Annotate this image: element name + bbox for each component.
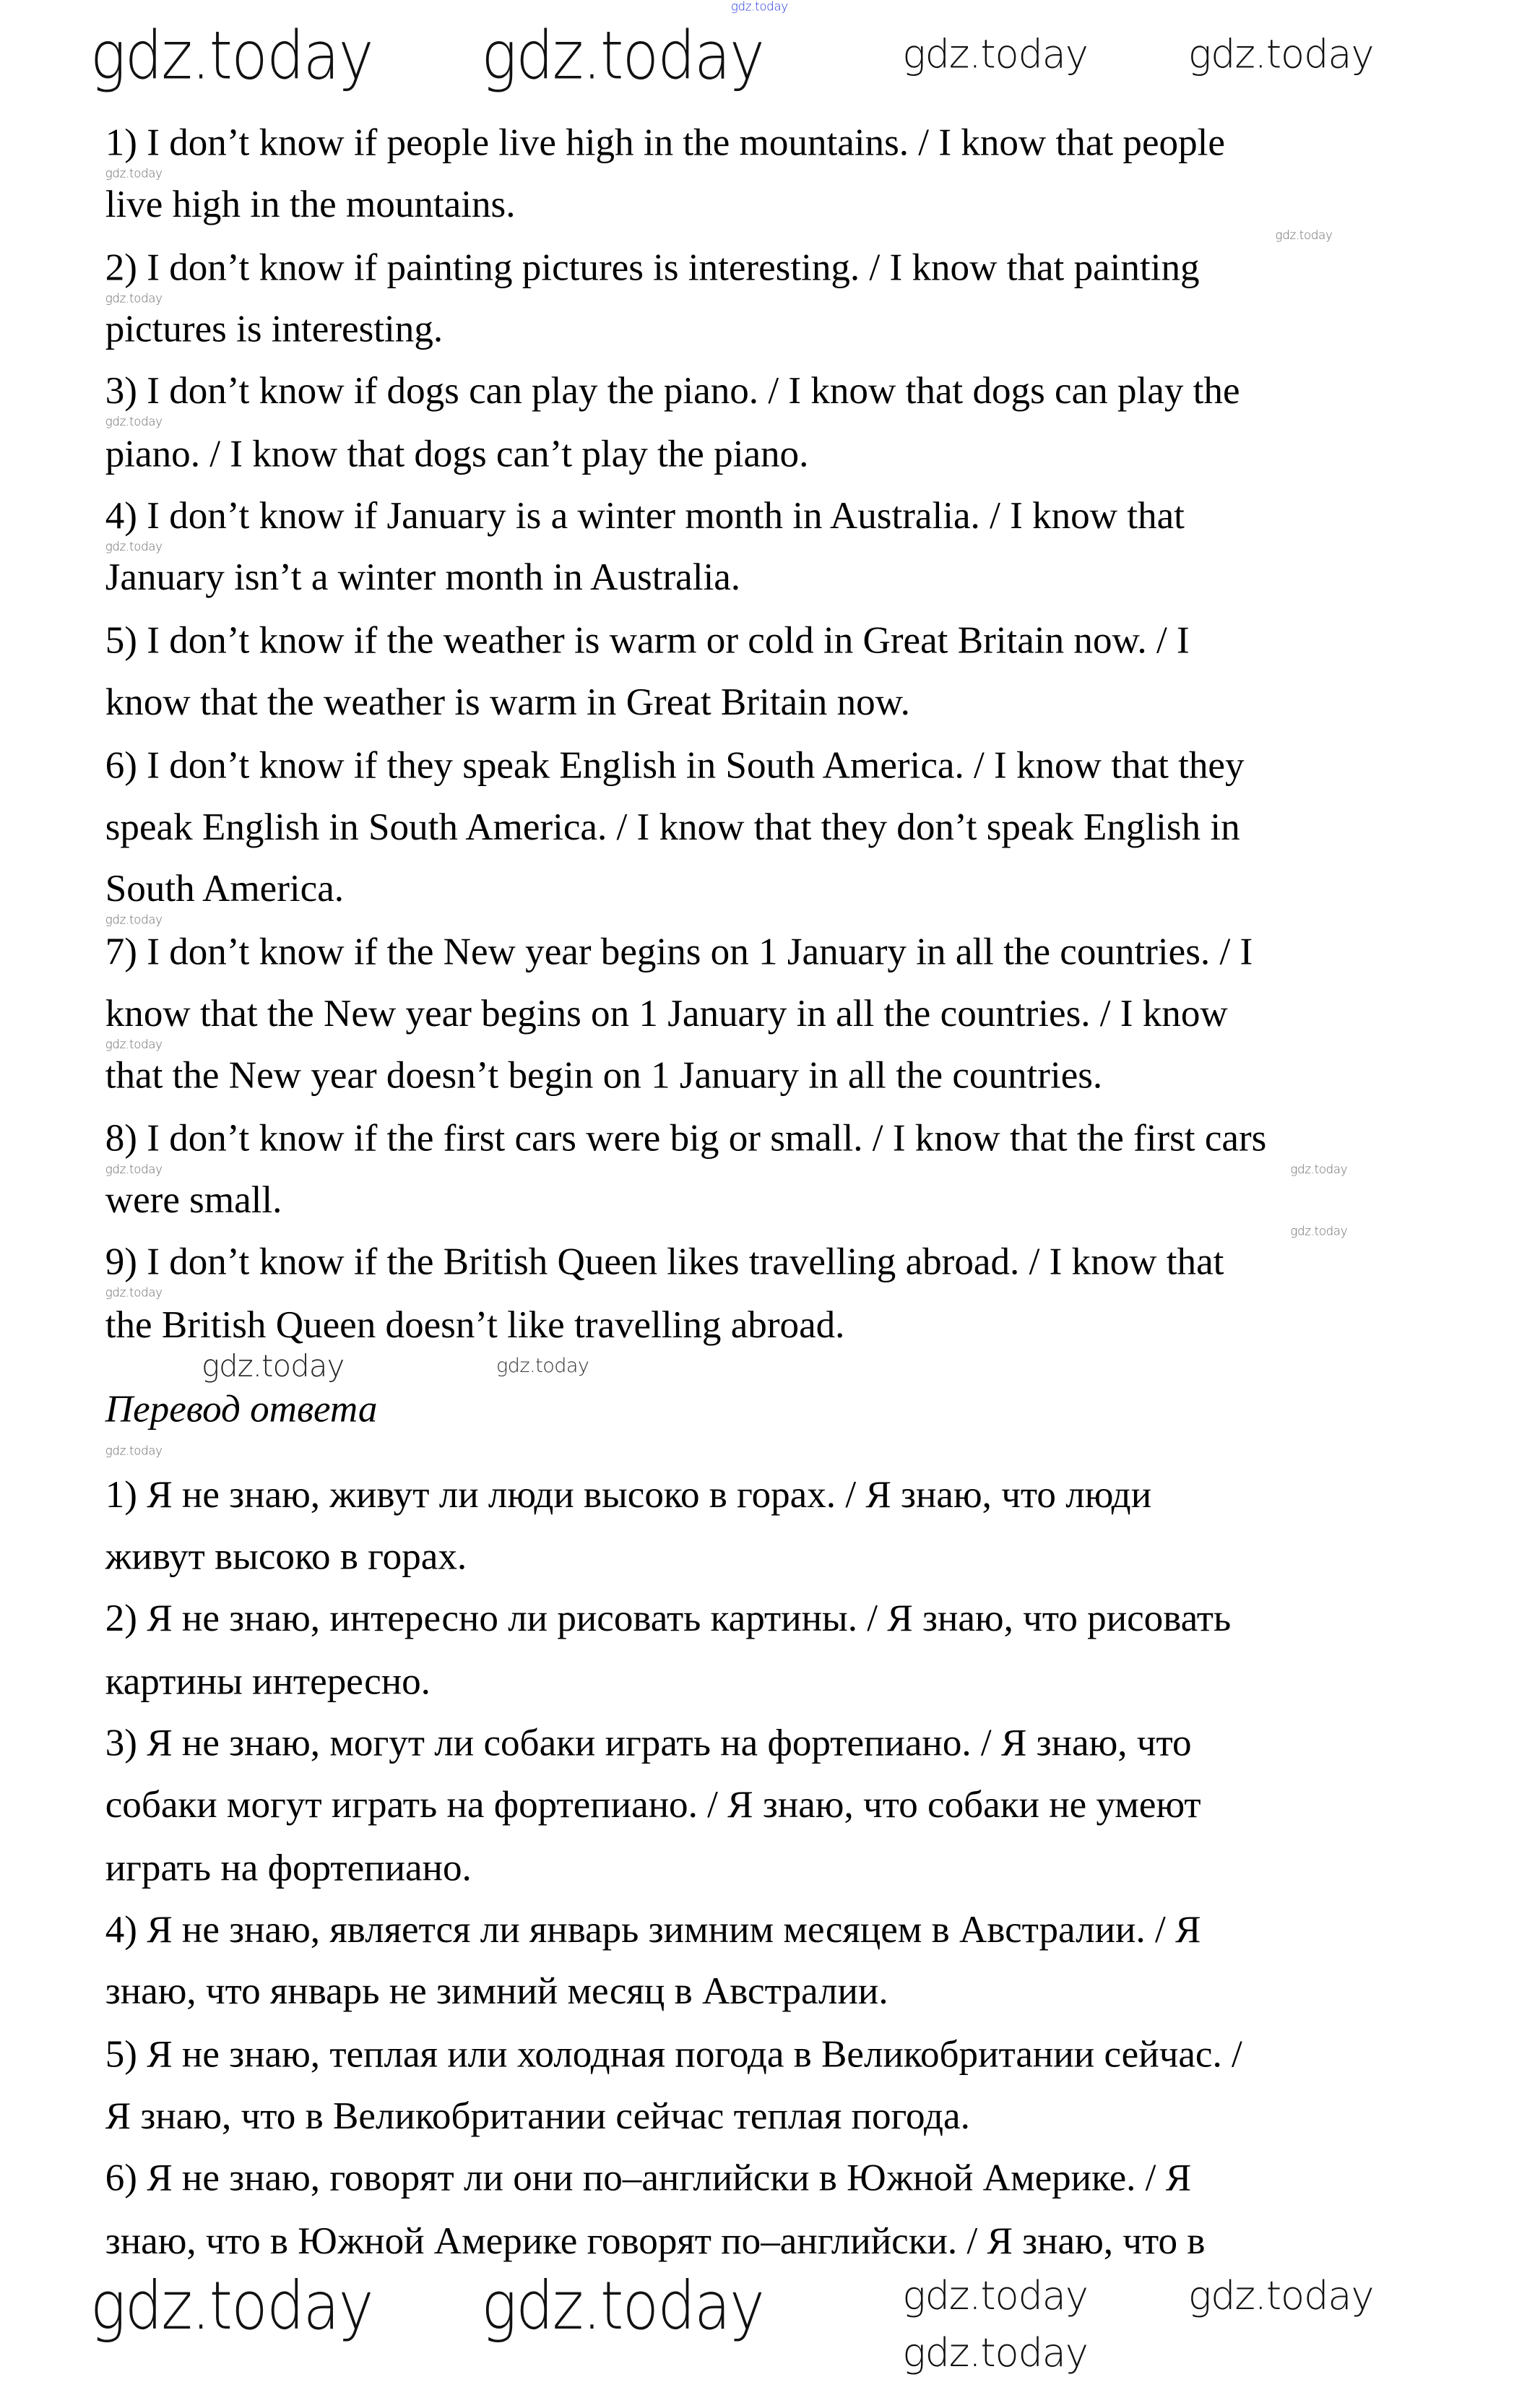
answer-line-ru: играть на фортепиано. xyxy=(105,1845,472,1889)
watermark: gdz.today xyxy=(90,2268,373,2345)
answer-line-ru: картины интересно. xyxy=(105,1659,431,1703)
watermark: gdz.today xyxy=(105,539,163,553)
answer-line-ru: 4) Я не знаю, является ли январь зимним месяцем в Австралии. / Я xyxy=(105,1907,1201,1951)
watermark: gdz.today xyxy=(105,290,163,305)
answer-line-en: 5) I don’t know if the weather is warm or cold in Great Britain now. / I xyxy=(105,618,1190,663)
watermark: gdz.today xyxy=(481,17,764,95)
answer-line-ru: собаки могут играть на фортепиано. / Я знаю, что собаки не умеют xyxy=(105,1782,1201,1826)
answer-line-en: 1) I don’t know if people live high in the mountains. / I know that people xyxy=(105,120,1225,164)
watermark: gdz.today xyxy=(902,2331,1088,2377)
answer-line-en: piano. / I know that dogs can’t play the piano. xyxy=(105,431,809,475)
watermark: gdz.today xyxy=(902,2274,1088,2320)
answer-line-ru: 2) Я не знаю, интересно ли рисовать картины. / Я знаю, что рисовать xyxy=(105,1596,1232,1640)
watermark: gdz.today xyxy=(105,1162,163,1176)
answer-line-en: January isn’t a winter month in Australia. xyxy=(105,555,741,599)
answer-line-ru: 1) Я не знаю, живут ли люди высоко в горах. / Я знаю, что люди xyxy=(105,1472,1152,1517)
answer-line-ru: Я знаю, что в Великобритании сейчас теплая погода. xyxy=(105,2094,970,2138)
answer-line-en: speak English in South America. / I know that they don’t speak English in xyxy=(105,804,1240,849)
watermark: gdz.today xyxy=(1290,1162,1348,1176)
answer-line-en: 7) I don’t know if the New year begins on 1 January in all the countries. / I xyxy=(105,929,1253,974)
answer-line-en: that the New year doesn’t begin on 1 January in all the countries. xyxy=(105,1053,1103,1097)
answer-line-en: live high in the mountains. xyxy=(105,181,516,226)
watermark: gdz.today xyxy=(105,1444,163,1458)
watermark: gdz.today xyxy=(1188,2274,1374,2320)
watermark: gdz.today xyxy=(1275,228,1333,243)
translation-heading: Перевод ответа xyxy=(105,1386,378,1431)
watermark: gdz.today xyxy=(105,913,163,927)
answer-line-en: know that the New year begins on 1 January in all the countries. / I know xyxy=(105,991,1228,1035)
answer-line-en: 3) I don’t know if dogs can play the piano. / I know that dogs can play the xyxy=(105,368,1240,413)
answer-line-en: 8) I don’t know if the first cars were big or small. / I know that the first cars xyxy=(105,1116,1267,1160)
answer-line-ru: знаю, что в Южной Америке говорят по–английски. / Я знаю, что в xyxy=(105,2218,1206,2263)
watermark: gdz.today xyxy=(902,33,1088,79)
answer-line-ru: 5) Я не знаю, теплая или холодная погода в Великобритании сейчас. / xyxy=(105,2032,1242,2076)
watermark: gdz.today xyxy=(481,2268,764,2345)
answer-line-en: South America. xyxy=(105,866,345,910)
answer-line-en: were small. xyxy=(105,1178,282,1222)
watermark: gdz.today xyxy=(496,1355,589,1379)
answer-line-ru: знаю, что январь не зимний месяц в Австралии. xyxy=(105,1969,888,2013)
answer-line-en: 2) I don’t know if painting pictures is interesting. / I know that painting xyxy=(105,245,1200,289)
answer-line-en: pictures is interesting. xyxy=(105,306,444,351)
watermark: gdz.today xyxy=(730,0,788,14)
answer-line-en: know that the weather is warm in Great Britain now. xyxy=(105,680,910,724)
watermark: gdz.today xyxy=(1290,1223,1348,1238)
answer-line-en: the British Queen doesn’t like travelling abroad. xyxy=(105,1303,845,1347)
watermark: gdz.today xyxy=(105,166,163,180)
watermark: gdz.today xyxy=(90,17,373,95)
watermark: gdz.today xyxy=(201,1347,345,1384)
watermark: gdz.today xyxy=(1188,33,1374,79)
answer-line-en: 6) I don’t know if they speak English in South America. / I know that they xyxy=(105,743,1245,787)
watermark: gdz.today xyxy=(105,1286,163,1300)
answer-line-en: 9) I don’t know if the British Queen likes travelling abroad. / I know that xyxy=(105,1239,1224,1283)
answer-line-ru: 6) Я не знаю, говорят ли они по–английски в Южной Америке. / Я xyxy=(105,2155,1192,2199)
answer-line-en: 4) I don’t know if January is a winter month in Australia. / I know that xyxy=(105,493,1185,538)
watermark: gdz.today xyxy=(105,415,163,429)
answer-line-ru: живут высоко в горах. xyxy=(105,1534,467,1579)
answer-line-ru: 3) Я не знаю, могут ли собаки играть на фортепиано. / Я знаю, что xyxy=(105,1720,1192,1765)
watermark: gdz.today xyxy=(105,1037,163,1051)
